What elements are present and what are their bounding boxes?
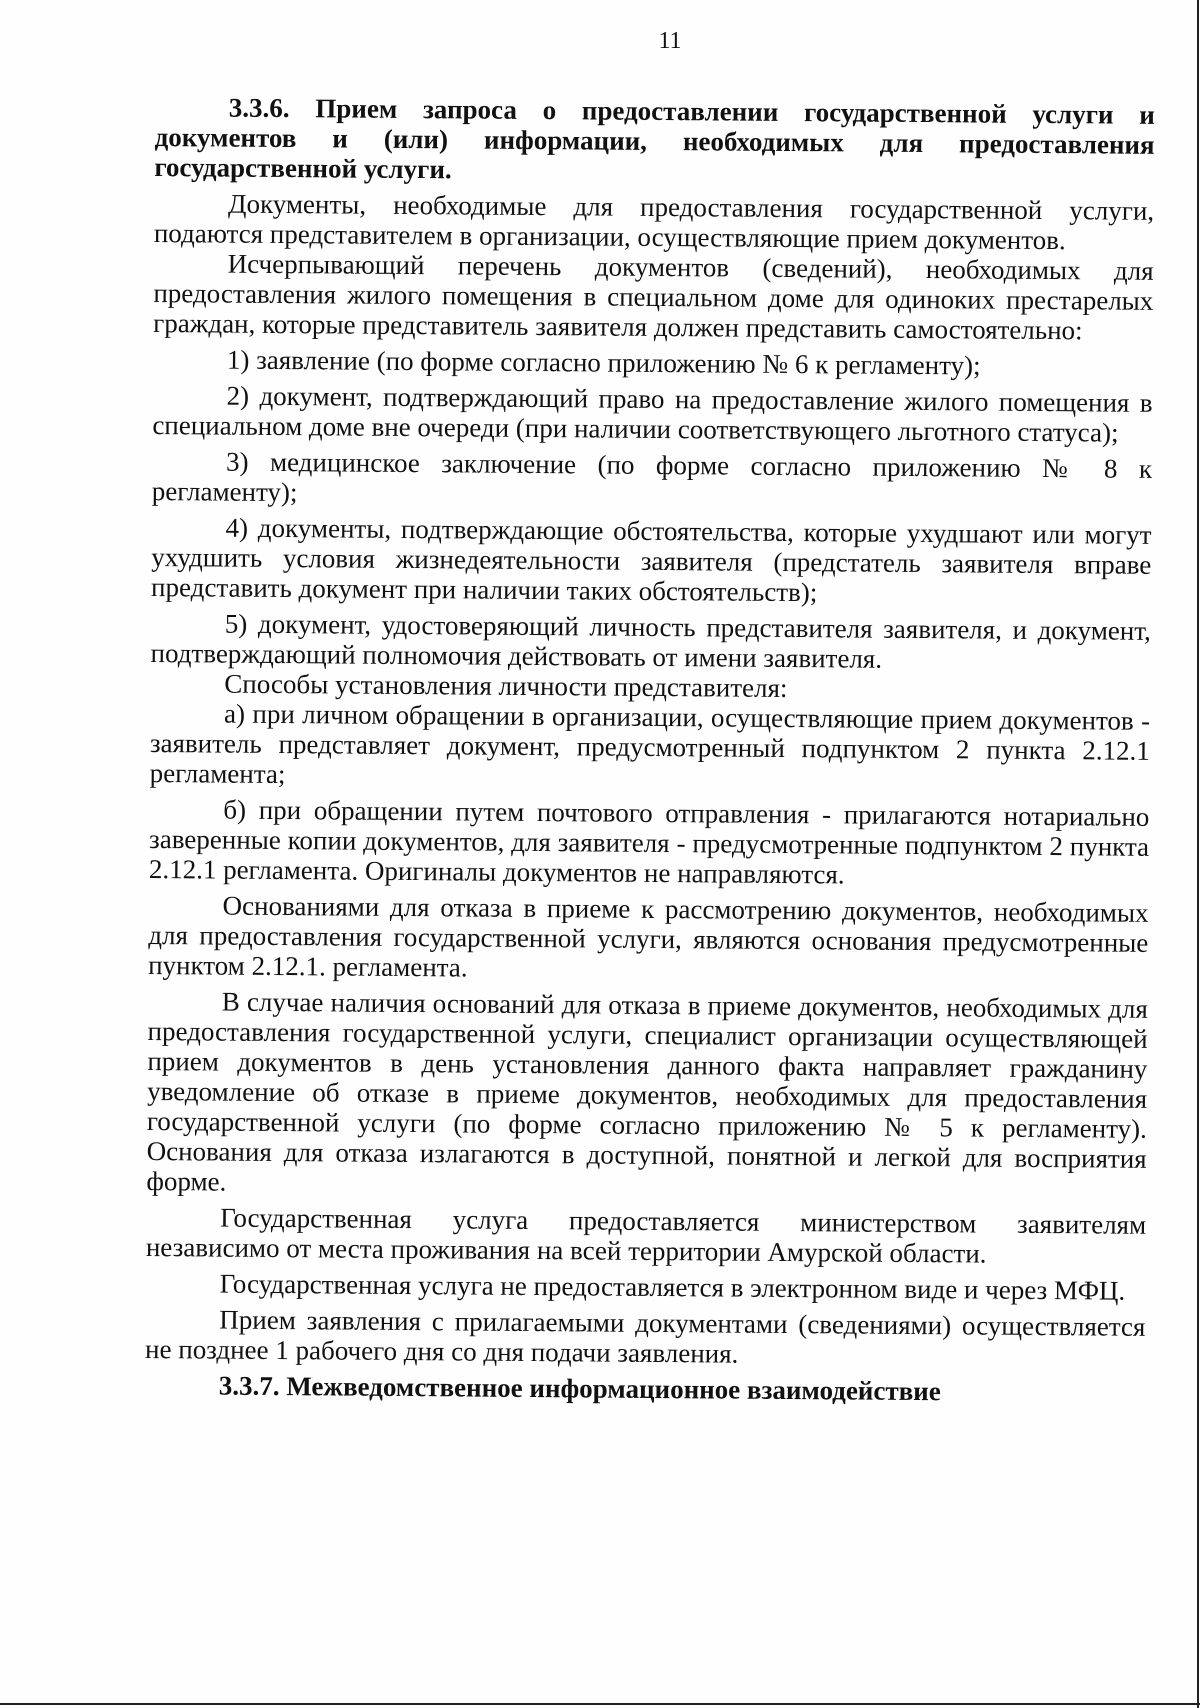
paragraph: В случае наличия оснований для отказа в приеме документов, необходимых для предоставления государственной услуги, специалист организации осуществляющей прием документов в день установления данного факта направляет гражданину уведомление об отказе в приеме документов, необходимых для предоставления государственной услуги (по форме согласно приложению № 5 к регламенту). Основания для отказа излагаются в доступной, понятной и легкой для восприятия форме. xyxy=(146,986,1148,1197)
paragraph: Государственная услуга предоставляется министерством заявителям независимо от места проживания на всей территории Амурской области. xyxy=(145,1202,1147,1269)
scan-edge-bottom xyxy=(0,1703,1200,1705)
scan-edge-right xyxy=(1197,0,1199,1708)
list-item: б) при обращении путем почтового отправления - прилагаются нотариально заверенные копии документов, для заявителя - предусмотренные подпунктом 2 пункта 2.12.1 регламента. Оригиналы документов не направляются. xyxy=(148,794,1150,890)
document-body xyxy=(145,92,1155,1414)
paragraph: Исчерпывающий перечень документов (сведений), необходимых для предоставления жилого помещения в специальном доме для одиноких престарелых граждан, которые представитель заявителя должен представить самостоятельно: xyxy=(153,248,1154,346)
list-item: 3) медицинское заключение (по форме согласно приложению № 8 к регламенту); xyxy=(151,446,1153,508)
list-item: 1) заявление (по форме согласно приложению № 6 к регламенту); xyxy=(226,344,981,381)
list-item: 5) документ, удостоверяющий личность представителя заявителя, и документ, подтверждающий полномочия действовать от имени заявителя. xyxy=(150,608,1151,674)
section-heading-3-3-6: 3.3.6. Прием запроса о предоставлении государственной услуги и документов и (или) информации, необходимых для предоставления государственной услуги. xyxy=(154,92,1155,185)
section-heading-3-3-7: 3.3.7. Межведомственное информационное взаимодействие xyxy=(218,1370,941,1407)
list-item: 4) документы, подтверждающие обстоятельства, которые ухудшают или могут ухудшить условия жизнедеятельности заявителя (предстатель заявителя вправе представить документ при наличии таких обстоятельств); xyxy=(150,512,1152,608)
paragraph: Государственная услуга не предоставляется в электронном виде и через МФЦ. xyxy=(219,1268,1126,1306)
paragraph: Документы, необходимые для предоставления государственной услуги, подаются представителем в организации, осуществляющие прием документов. xyxy=(153,188,1155,256)
page-number: 11 xyxy=(658,28,682,54)
paragraph: Способы установления личности представителя: xyxy=(224,668,788,703)
list-item: а) при личном обращении в организации, осуществляющие прием документов - заявитель представляет документ, предусмотренный подпунктом 2 пункта 2.12.1 регламента; xyxy=(149,698,1151,790)
paragraph: Основаниями для отказа в приеме к рассмотрению документов, необходимых для предоставления государственной услуги, являются основания предусмотренные пунктом 2.12.1. регламента. xyxy=(148,890,1149,983)
paragraph: Прием заявления с прилагаемыми документами (сведениями) осуществляется не позднее 1 рабочего дня со дня подачи заявления. xyxy=(145,1304,1146,1369)
list-item: 2) документ, подтверждающий право на предоставление жилого помещения в специальном доме вне очереди (при наличии соответствующего льготного статуса); xyxy=(152,380,1153,448)
